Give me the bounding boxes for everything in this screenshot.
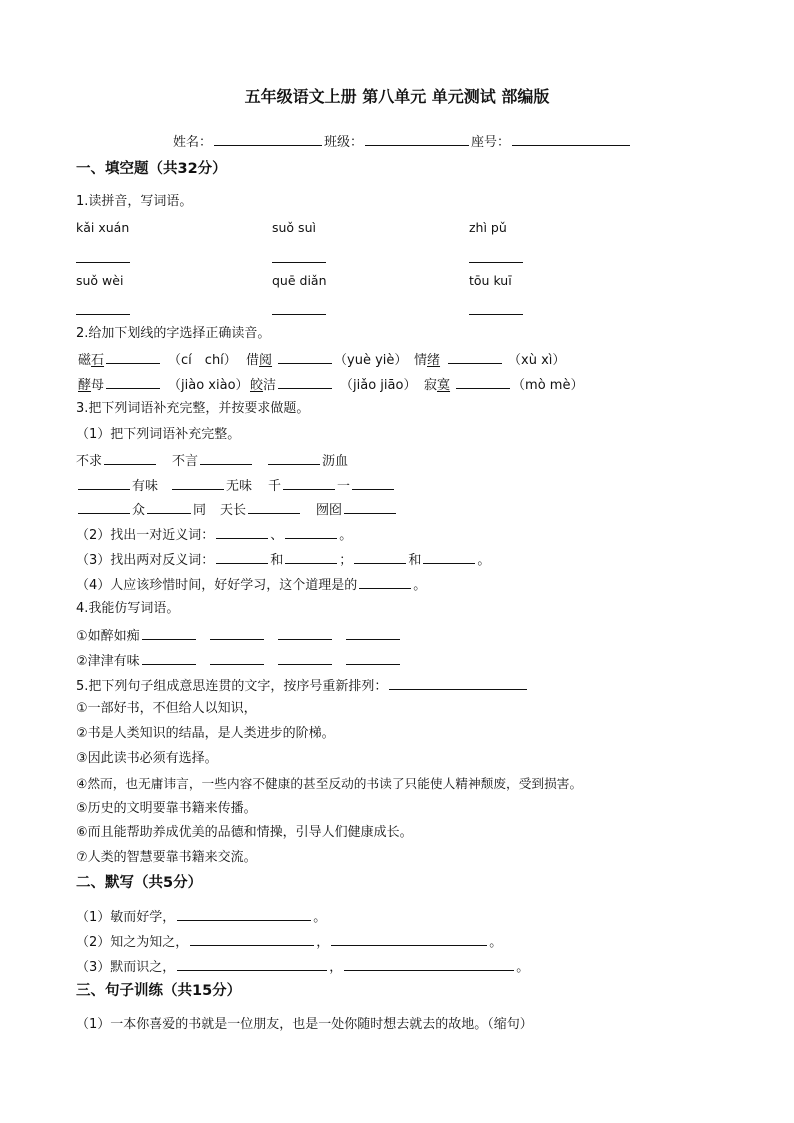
q2-item: 酵母 （jiào xiào） bbox=[78, 375, 249, 395]
q2-item: 皎洁 （jiǎo jiāo） bbox=[250, 375, 416, 395]
dictation-line-1: （1）敏而好学， 。 bbox=[76, 907, 326, 927]
answer-blank[interactable] bbox=[278, 350, 332, 364]
answer-blank[interactable] bbox=[469, 314, 523, 315]
q5-sentence: ⑤历史的文明要靠书籍来传播。 bbox=[76, 801, 257, 816]
q5-sentence: ③因此读书必须有选择。 bbox=[76, 751, 218, 766]
answer-blank[interactable] bbox=[285, 550, 337, 564]
answer-blank[interactable] bbox=[210, 626, 264, 640]
answer-blank[interactable] bbox=[344, 500, 396, 514]
q2-item: 寂寞 （mò mè） bbox=[424, 375, 583, 395]
name-label: 姓名： bbox=[173, 135, 213, 150]
answer-blank[interactable] bbox=[331, 932, 487, 946]
q2-item: 磁石 （cí chí） bbox=[78, 350, 237, 370]
answer-blank[interactable] bbox=[359, 575, 411, 589]
answer-blank[interactable] bbox=[78, 500, 130, 514]
answer-blank[interactable] bbox=[216, 525, 268, 539]
answer-blank[interactable] bbox=[344, 957, 514, 971]
answer-blank[interactable] bbox=[423, 550, 475, 564]
answer-blank[interactable] bbox=[278, 375, 332, 389]
section-heading-sentence-training: 三、句子训练（共15分） bbox=[76, 983, 242, 999]
q5-sentence: ④然而，也无庸讳言，一些内容不健康的甚至反动的书读了只能使人精神颓废，受到损害。 bbox=[76, 776, 583, 791]
answer-blank[interactable] bbox=[76, 262, 130, 263]
answer-blank[interactable] bbox=[177, 907, 311, 921]
q5-sentence: ⑦人类的智慧要靠书籍来交流。 bbox=[76, 850, 257, 865]
answer-blank[interactable] bbox=[354, 550, 406, 564]
answer-blank[interactable] bbox=[283, 476, 335, 490]
answer-blank[interactable] bbox=[248, 500, 300, 514]
section-heading-fill-in: 一、填空题（共32分） bbox=[76, 161, 227, 177]
q5-sentence: ⑥而且能帮助养成优美的品德和情操，引导人们健康成长。 bbox=[76, 825, 413, 840]
sentence-question-1: （1）一本你喜爱的书就是一位朋友，也是一处你随时想去就去的故地。（缩句） bbox=[76, 1017, 533, 1032]
q5-prompt: 5.把下列句子组成意思连贯的文字，按序号重新排列： bbox=[76, 676, 529, 696]
q3-prompt: 3.把下列词语补充完整，并按要求做题。 bbox=[76, 401, 310, 416]
student-info-row bbox=[173, 132, 632, 152]
q4-line-1: ①如醉如痴 bbox=[76, 626, 402, 646]
q2-prompt: 2.给加下划线的字选择正确读音。 bbox=[76, 326, 271, 341]
page-title: 五年级语文上册 第八单元 单元测试 部编版 bbox=[244, 87, 550, 106]
idiom-row-3: 众 同 天长 囫囵 bbox=[76, 500, 398, 520]
answer-blank[interactable] bbox=[352, 476, 394, 490]
answer-blank[interactable] bbox=[278, 651, 332, 665]
answer-blank[interactable] bbox=[147, 500, 191, 514]
class-field[interactable] bbox=[365, 132, 469, 146]
pinyin-5: quē diǎn bbox=[272, 273, 327, 288]
answer-blank[interactable] bbox=[268, 451, 320, 465]
q4-line-2: ②津津有味 bbox=[76, 651, 402, 671]
dictation-line-3: （3）默而识之， ， 。 bbox=[76, 957, 529, 977]
answer-blank[interactable] bbox=[106, 375, 160, 389]
answer-blank[interactable] bbox=[346, 626, 400, 640]
answer-blank[interactable] bbox=[346, 651, 400, 665]
answer-blank[interactable] bbox=[469, 262, 523, 263]
answer-blank[interactable] bbox=[177, 957, 327, 971]
q2-item: 情绪 （xù xì） bbox=[414, 350, 565, 370]
dictation-line-2: （2）知之为知之， ， 。 bbox=[76, 932, 502, 952]
idiom-row-2: 有味 无味 千 一 bbox=[76, 476, 396, 496]
q5-sentence: ②书是人类知识的结晶，是人类进步的阶梯。 bbox=[76, 726, 335, 741]
class-label: 班级： bbox=[324, 135, 364, 150]
answer-blank[interactable] bbox=[285, 525, 337, 539]
q3-sub4: （4）人应该珍惜时间，好好学习，这个道理是的 。 bbox=[76, 575, 426, 595]
answer-blank[interactable] bbox=[272, 314, 326, 315]
seat-label: 座号： bbox=[471, 135, 511, 150]
q5-sentence: ①一部好书，不但给人以知识， bbox=[76, 701, 257, 716]
answer-blank[interactable] bbox=[142, 651, 196, 665]
answer-blank[interactable] bbox=[142, 626, 196, 640]
answer-blank[interactable] bbox=[216, 550, 268, 564]
answer-blank[interactable] bbox=[104, 451, 156, 465]
answer-blank[interactable] bbox=[448, 350, 502, 364]
name-field[interactable] bbox=[214, 132, 322, 146]
answer-blank[interactable] bbox=[76, 314, 130, 315]
answer-blank[interactable] bbox=[456, 375, 510, 389]
answer-blank[interactable] bbox=[389, 676, 527, 690]
answer-blank[interactable] bbox=[272, 262, 326, 263]
answer-blank[interactable] bbox=[210, 651, 264, 665]
answer-blank[interactable] bbox=[78, 476, 130, 490]
seat-field[interactable] bbox=[512, 132, 630, 146]
pinyin-1: kǎi xuán bbox=[76, 220, 130, 235]
pinyin-3: zhì pǔ bbox=[469, 220, 507, 235]
idiom-row-1: 不求 不言 沥血 bbox=[76, 451, 348, 471]
pinyin-2: suǒ suì bbox=[272, 220, 316, 235]
pinyin-6: tōu kuī bbox=[469, 273, 512, 288]
q4-prompt: 4.我能仿写词语。 bbox=[76, 601, 180, 616]
q3-sub1: （1）把下列词语补充完整。 bbox=[76, 427, 241, 442]
q3-sub3: （3）找出两对反义词： 和 ； 和 。 bbox=[76, 550, 490, 570]
answer-blank[interactable] bbox=[172, 476, 224, 490]
answer-blank[interactable] bbox=[278, 626, 332, 640]
pinyin-4: suǒ wèi bbox=[76, 273, 124, 288]
q1-prompt: 1.读拼音，写词语。 bbox=[76, 194, 193, 209]
q3-sub2: （2）找出一对近义词： 、 。 bbox=[76, 525, 352, 545]
q2-item: 借阅 （yuè yiè） bbox=[246, 350, 407, 370]
answer-blank[interactable] bbox=[106, 350, 160, 364]
answer-blank[interactable] bbox=[190, 932, 314, 946]
answer-blank[interactable] bbox=[200, 451, 252, 465]
section-heading-dictation: 二、默写（共5分） bbox=[76, 875, 203, 891]
